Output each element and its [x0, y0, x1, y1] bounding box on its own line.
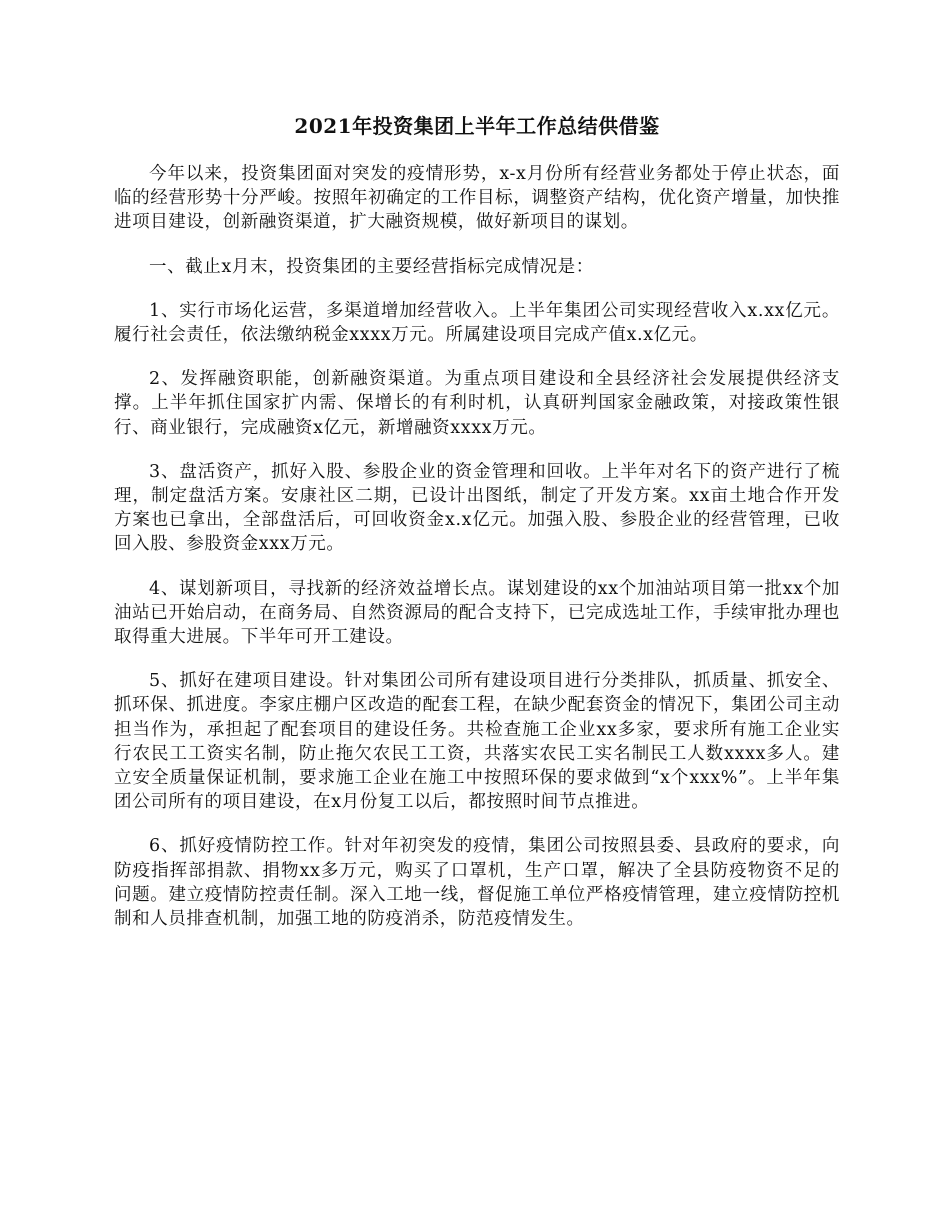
- paragraph-item-4: 4、谋划新项目，寻找新的经济效益增长点。谋划建设的xx个加油站项目第一批xx个加油站已开始启动，在商务局、自然资源局的配合支持下，已完成选址工作，手续审批办理也取得重大进展。下半年可开工建设。: [114, 578, 840, 648]
- paragraph-item-2: 2、发挥融资职能，创新融资渠道。为重点项目建设和全县经济社会发展提供经济支撑。上半年抓住国家扩内需、保增长的有利时机，认真研判国家金融政策，对接政策性银行、商业银行，完成融资x亿元，新增融资xxxx万元。: [114, 369, 840, 438]
- paragraph-item-6: 6、抓好疫情防控工作。针对年初突发的疫情，集团公司按照县委、县政府的要求，向防疫指挥部捐款、捐物xx多万元，购买了口罩机，生产口罩，解决了全县防疫物资不足的问题。建立疫情防控责任制。深入工地一线，督促施工单位严格疫情管理，建立疫情防控机制和人员排查机制，加强工地的防疫消杀，防范疫情发生。: [114, 836, 840, 930]
- paragraph-intro: 今年以来，投资集团面对突发的疫情形势，x-x月份所有经营业务都处于停止状态，面临的经营形势十分严峻。按照年初确定的工作目标，调整资产结构，优化资产增量，加快推进项目建设，创新融资渠道，扩大融资规模，做好新项目的谋划。: [114, 164, 840, 233]
- paragraph-item-5: 5、抓好在建项目建设。针对集团公司所有建设项目进行分类排队，抓质量、抓安全、抓环保、抓进度。李家庄棚户区改造的配套工程，在缺少配套资金的情况下，集团公司主动担当作为，承担起了配套项目的建设任务。共检查施工企业xx多家，要求所有施工企业实行农民工工资实名制，防止拖欠农民工工资，共落实农民工实名制民工人数xxxx多人。建立安全质量保证机制，要求施工企业在施工中按照环保的要求做到“x个xxx%”。上半年集团公司所有的项目建设，在x月份复工以后，都按照时间节点推进。: [114, 671, 840, 813]
- paragraph-item-1: 1、实行市场化运营，多渠道增加经营收入。上半年集团公司实现经营收入x.xx亿元。履行社会责任，依法缴纳税金xxxx万元。所属建设项目完成产值x.x亿元。: [114, 300, 840, 346]
- document-title: 2021年投资集团上半年工作总结供借鉴: [294, 114, 660, 138]
- paragraph-section-heading: 一、截止x月末，投资集团的主要经营指标完成情况是：: [149, 256, 594, 277]
- paragraph-item-3: 3、盘活资产，抓好入股、参股企业的资金管理和回收。上半年对名下的资产进行了梳理，制定盘活方案。安康社区二期，已设计出图纸，制定了开发方案。xx亩土地合作开发方案也已拿出，全部盘活后，可回收资金x.x亿元。加强入股、参股企业的经营管理，已收回入股、参股资金xxx万元。: [114, 461, 840, 555]
- document-page: [114, 112, 840, 951]
